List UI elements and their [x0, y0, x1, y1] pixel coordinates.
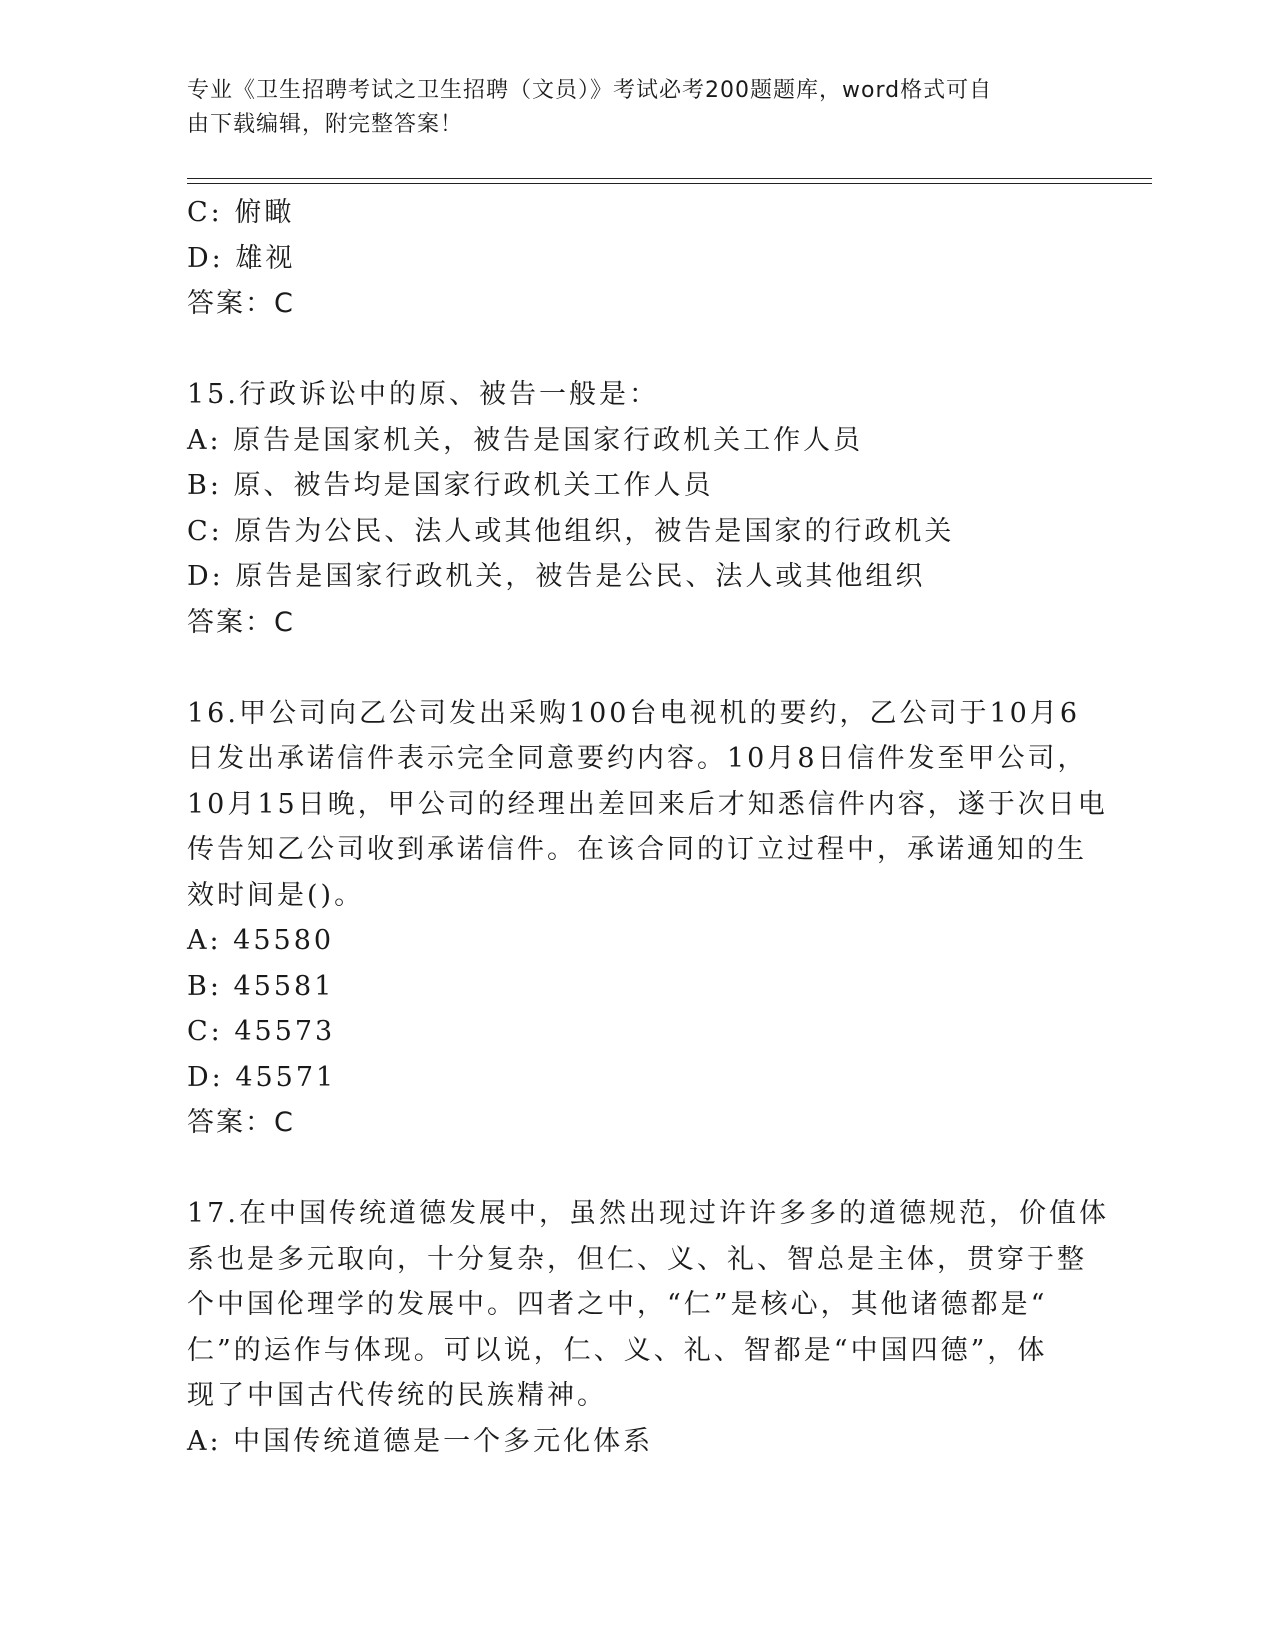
document-header [187, 74, 1067, 142]
q16-option-a: A: 45580 [187, 925, 335, 956]
q15-answer: 答案：C [187, 606, 295, 638]
header-line-1: 专业《卫生招聘考试之卫生招聘（文员）》考试必考200题题库，word格式可自 [187, 78, 993, 103]
q15-option-d: D: 原告是国家行政机关，被告是公民、法人或其他组织 [187, 561, 926, 592]
q16-option-c: C: 45573 [187, 1016, 336, 1047]
q14-option-c: C: 俯瞰 [187, 197, 295, 228]
q17-stem-line: 仁”的运作与体现。可以说，仁、义、礼、智都是“中国四德”，体 [187, 1334, 1048, 1366]
header-divider-top [187, 178, 1152, 179]
q17-stem-line: 个中国伦理学的发展中。四者之中，“仁”是核心，其他诸德都是“ [187, 1289, 1048, 1320]
q16-stem-line: 16.甲公司向乙公司发出采购100台电视机的要约，乙公司于10月6 [187, 697, 1081, 729]
q15-option-c: C: 原告为公民、法人或其他组织，被告是国家的行政机关 [187, 515, 955, 547]
q16-stem-line: 效时间是()。 [187, 879, 365, 911]
q14-option-d: D: 雄视 [187, 242, 296, 274]
q15-option-a: A: 原告是国家机关，被告是国家行政机关工作人员 [187, 424, 864, 456]
q16-stem [187, 691, 1108, 919]
q15-option-b: B: 原、被告均是国家行政机关工作人员 [187, 470, 714, 501]
header-line-2: 由下载编辑，附完整答案！ [187, 112, 464, 137]
q14-answer: 答案：C [187, 288, 295, 319]
header-divider-bottom [187, 183, 1152, 184]
q17-stem-line: 系也是多元取向，十分复杂，但仁、义、礼、智总是主体，贯穿于整 [187, 1243, 1087, 1275]
q16-stem-line: 日发出承诺信件表示完全同意要约内容。10月8日信件发至甲公司， [187, 743, 1088, 774]
q16-option-b: B: 45581 [187, 970, 335, 1002]
q16-stem-line: 10月15日晚，甲公司的经理出差回来后才知悉信件内容，遂于次日电 [187, 788, 1108, 820]
q16-stem-line: 传告知乙公司收到承诺信件。在该合同的订立过程中，承诺通知的生 [187, 834, 1087, 865]
q15-stem: 15.行政诉讼中的原、被告一般是： [187, 379, 659, 410]
q17-stem-line: 现了中国古代传统的民族精神。 [187, 1380, 607, 1411]
q17-stem [187, 1191, 1109, 1419]
q16-answer: 答案：C [187, 1107, 295, 1138]
question-content [187, 190, 1109, 1464]
q17-option-a: A: 中国传统道德是一个多元化体系 [187, 1425, 654, 1457]
q16-option-d: D: 45571 [187, 1061, 337, 1093]
q17-stem-line: 17.在中国传统道德发展中，虽然出现过许许多多的道德规范，价值体 [187, 1198, 1109, 1229]
